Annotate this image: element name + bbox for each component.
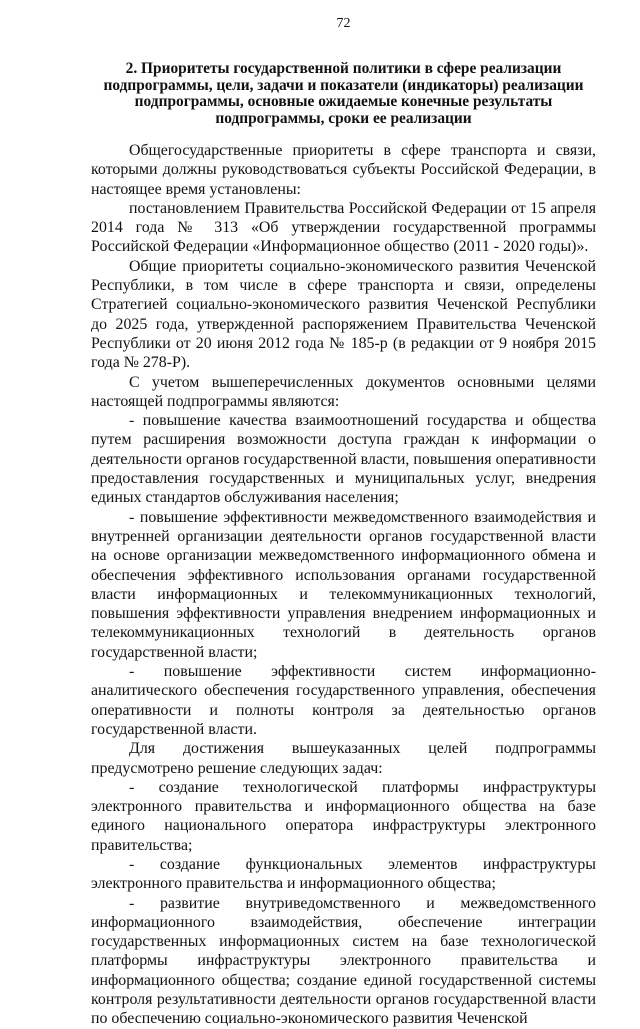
list-item: - создание функциональных элементов инфраструктуры электронного правительства и информационного общества;	[91, 855, 596, 893]
paragraph: С учетом вышеперечисленных документов основными целями настоящей подпрограммы являются:	[91, 373, 596, 410]
section-heading-line: 2. Приоритеты государственной политики в сфере реализации	[125, 60, 562, 77]
paragraph: постановлением Правительства Российской Федерации от 15 апреля 2014 года № 313 «Об утверждении государственной программы Российской Федерации «Информационное общество (2011 - 2020 годы)».	[91, 199, 596, 256]
paragraph: Для достижения вышеуказанных целей подпрограммы предусмотрено решение следующих задач:	[91, 740, 596, 777]
page-number: 72	[336, 16, 351, 31]
section-heading-line: подпрограммы, цели, задачи и показатели (индикаторы) реализации	[103, 76, 584, 94]
list-item: - повышение качества взаимоотношений государства и общества путем расширения возможности доступа граждан к информации о деятельности органов государственной власти, повышения оперативности предоставления государственных и муниципальных услуг, внедрения единых стандартов обслуживания населения;	[91, 412, 596, 507]
section-heading	[91, 61, 596, 127]
section-heading-line: подпрограммы, основные ожидаемые конечные результаты	[134, 93, 553, 110]
list-item: - создание технологической платформы инфраструктуры электронного правительства и информационного общества на базе единого национального оператора инфраструктуры электронного правительства;	[91, 778, 596, 854]
section-heading-line: подпрограммы, сроки ее реализации	[215, 109, 472, 127]
document-body	[91, 141, 596, 1029]
list-item: - повышение эффективности межведомственного взаимодействия и внутренней организации деятельности органов государственной власти на основе организации межведомственного информационного обмена и обеспечения эффективного использования органами государственной власти информационных и телекоммуникационных технологий, повышения эффективности управления внедрением информационных и телекоммуникационных технологий в деятельность органов государственной власти;	[91, 508, 596, 661]
paragraph: Общегосударственные приоритеты в сфере транспорта и связи, которыми должны руководствоваться субъекты Российской Федерации, в настоящее время установлены:	[91, 142, 596, 198]
paragraph: Общие приоритеты социально-экономического развития Чеченской Республики, в том числе в сфере транспорта и связи, определены Стратегией социально-экономического развития Чеченской Республики до 2025 года, утвержденной распоряжением Правительства Чеченской Республики от 20 июня 2012 года № 185-р (в редакции от 9 ноября 2015 года № 278-Р).	[91, 257, 596, 372]
list-item: - повышение эффективности систем информационно-аналитического обеспечения государственного управления, обеспечения оперативности и полноты контроля за деятельностью органов государственной власти.	[91, 663, 596, 738]
list-item: - развитие внутриведомственного и межведомственного информационного взаимодействия, обеспечение интеграции государственных информационных систем на базе технологической платформы инфраструктуры электронного правительства и информационного общества; создание единой государственной системы контроля результативности деятельности органов государственной власти по обеспечению социально-экономического развития Чеченской	[91, 894, 596, 1028]
